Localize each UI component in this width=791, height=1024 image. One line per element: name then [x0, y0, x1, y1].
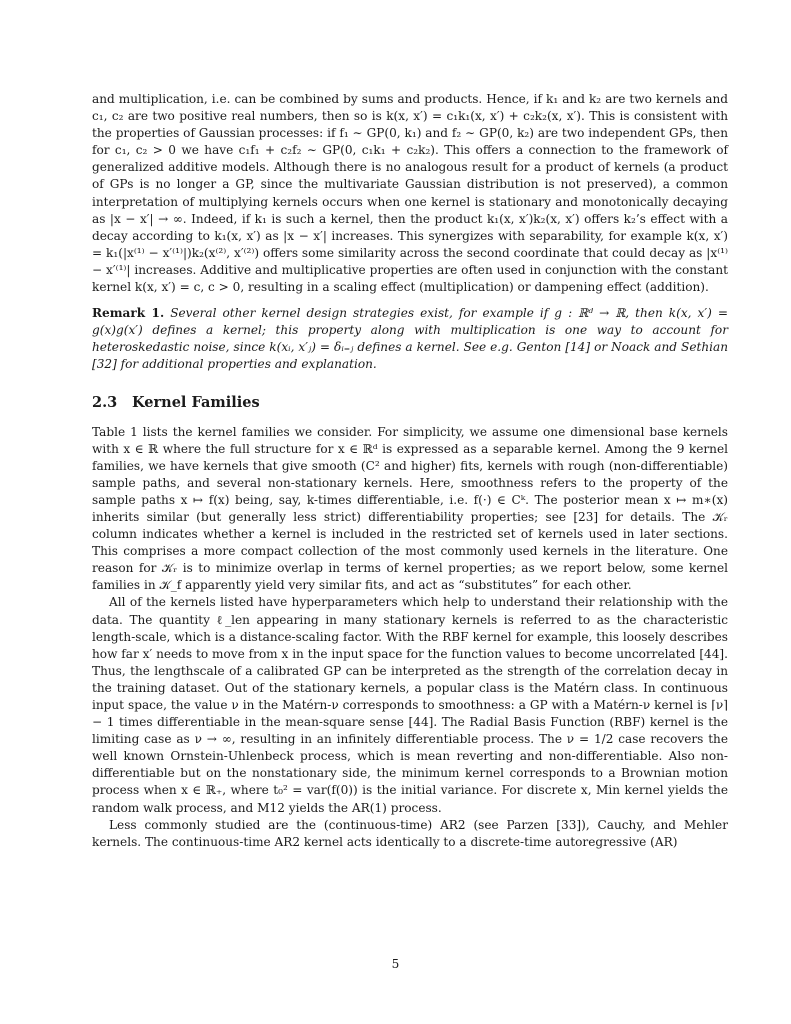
- remark-text: Several other kernel design strategies exist, for example if g : ℝᵈ → ℝ, then k(x, x′) = g(x)g(x′) defines a kernel; this property along with multiplication is one way to account for heteroskedastic noise, since k(xᵢ, x′ⱼ) = δᵢ₌ⱼ defines a kernel. See e.g. Genton [14] or Noack and Sethian [32] for additional properties and explanation.: [92, 306, 728, 372]
- section-title: Kernel Families: [132, 393, 260, 411]
- page-number: 5: [391, 957, 400, 971]
- section-number: 2.3: [92, 393, 118, 411]
- paragraph-kernel-families: Table 1 lists the kernel families we consider. For simplicity, we assume one dimensional base kernels with x ∈ ℝ where the full structure for x ∈ ℝᵈ is expressed as a separable kernel. Among the 9 kernel families, we have kernels that give smooth (C² and higher) fits, kernels with rough (non-differentiable) sample paths, and several non-stationary kernels. Here, smoothness refers to the property of the sample paths x ↦ f(x) being, say, k-times differentiable, i.e. f(·) ∈ Cᵏ. The posterior mean x ↦ m∗(x) inherits similar (but generally less strict) differentiability properties; see [23] for details. The 𝒦ᵣ column indicates whether a kernel is included in the restricted set of kernels used in later sections. This comprises a more compact collection of the most commonly used kernels in the literature. One reason for 𝒦ᵣ is to minimize overlap in terms of kernel properties; as we report below, some kernel families in 𝒦_f apparently yield very similar fits, and act as “substitutes” for each other.: [92, 424, 728, 593]
- paragraph-hyperparameters: All of the kernels listed have hyperparameters which help to understand their relationship with the data. The quantity ℓ_len appearing in many stationary kernels is referred to as the characteristic length-scale, which is a distance-scaling factor. With the RBF kernel for example, this loosely describes how far x′ needs to move from x in the input space for the function values to become uncorrelated [44]. Thus, the lengthscale of a calibrated GP can be interpreted as the strength of the correlation decay in the training dataset. Out of the stationary kernels, a popular class is the Matérn class. In continuous input space, the value ν in the Matérn-ν corresponds to smoothness: a GP with a Matérn-ν kernel is ⌈ν⌉ − 1 times differentiable in the mean-square sense [44]. The Radial Basis Function (RBF) kernel is the limiting case as ν → ∞, resulting in an infinitely differentiable process. The ν = 1/2 case recovers the well known Ornstein-Uhlenbeck process, which is mean reverting and non-differentiable. Also non-differentiable but on the nonstationary side, the minimum kernel corresponds to a Brownian motion process when x ∈ ℝ₊, where t₀² = var(f(0)) is the initial variance. For discrete x, Min kernel yields the random walk process, and M12 yields the AR(1) process.: [92, 595, 728, 815]
- page-body: [92, 91, 728, 851]
- paragraph-less-common-kernels: Less commonly studied are the (continuous-time) AR2 (see Parzen [33]), Cauchy, and Mehler kernels. The continuous-time AR2 kernel acts identically to a discrete-time autoregressive (AR): [92, 817, 728, 849]
- paragraph-kernel-combination: and multiplication, i.e. can be combined by sums and products. Hence, if k₁ and k₂ are two kernels and c₁, c₂ are two positive real numbers, then so is k(x, x′) = c₁k₁(x, x′) + c₂k₂(x, x′). This is consistent with the properties of Gaussian processes: if f₁ ∼ GP(0, k₁) and f₂ ∼ GP(0, k₂) are two independent GPs, then for c₁, c₂ > 0 we have c₁f₁ + c₂f₂ ∼ GP(0, c₁k₁ + c₂k₂). This offers a connection to the framework of generalized additive models. Although there is no analogous result for a product of kernels (a product of GPs is no longer a GP, since the multivariate Gaussian distribution is not preserved), a common interpretation of multiplying kernels occurs when one kernel is stationary and monotonically decaying as |x − x′| → ∞. Indeed, if k₁ is such a kernel, then the product k₁(x, x′)k₂(x, x′) offers k₂’s effect with a decay according to k₁(x, x′) as |x − x′| increases. This synergizes with separability, for example k(x, x′) = k₁(|x⁽¹⁾ − x′⁽¹⁾|)k₂(x⁽²⁾, x′⁽²⁾) offers some similarity across the second coordinate that could decay as |x⁽¹⁾ − x′⁽¹⁾| increases. Additive and multiplicative properties are often used in conjunction with the constant kernel k(x, x′) = c, c > 0, resulting in a scaling effect (multiplication) or dampening effect (addition).: [92, 92, 728, 295]
- remark-1: [92, 305, 728, 373]
- section-heading: [92, 394, 728, 412]
- remark-label: Remark 1.: [92, 306, 165, 321]
